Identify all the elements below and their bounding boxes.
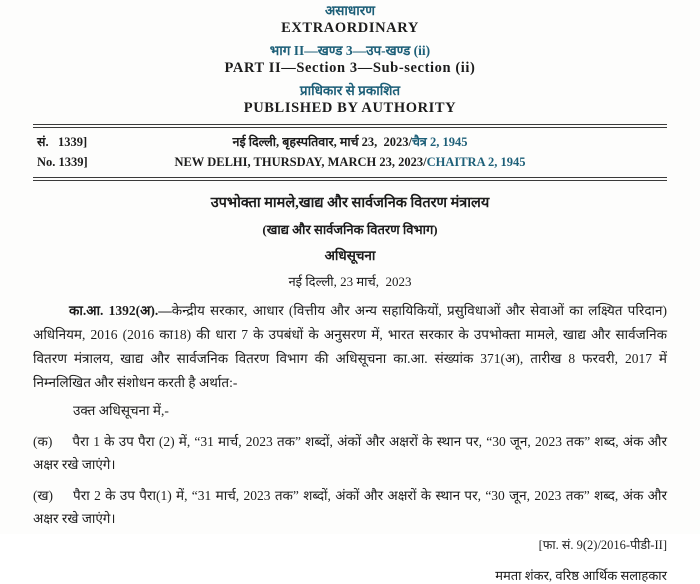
issue-date-english-saka: CHAITRA 2, 1945 — [426, 155, 526, 169]
masthead-part-english: PART II—Section 3—Sub-section (ii) — [224, 60, 476, 76]
issue-bar — [33, 124, 667, 181]
masthead-extraordinary-english: EXTRAORDINARY — [281, 20, 419, 36]
signatory-name: ममता शंकर, वरिष्ठ आर्थिक सलाहकार — [495, 568, 667, 583]
issue-date-english — [153, 152, 547, 172]
issue-number-hindi: सं. 1339] — [37, 135, 88, 149]
masthead-authority-group — [33, 83, 667, 117]
masthead-part-hindi: भाग II—खण्ड 3—उप-खण्ड (ii) — [269, 43, 431, 58]
issue-date-hindi-main: नई दिल्ली, बृहस्पतिवार, मार्च 23, 2023/ — [232, 135, 412, 149]
department-subtitle: (खाद्य और सार्वजनिक वितरण विभाग) — [262, 222, 438, 237]
item-label: (क) — [33, 434, 53, 449]
issue-number-block — [33, 132, 153, 172]
item-label: (ख) — [33, 488, 54, 503]
masthead-part-group — [33, 43, 667, 77]
item-text: पैरा 1 के उप पैरा (2) में, “31 मार्च, 2023 तक” शब्दों, अंकों और अक्षरों के स्थान पर, “30 जून, 2023 तक” शब्द, अंक और अक्षर रखे जाएंगे। — [33, 434, 667, 472]
masthead-authority-hindi: प्राधिकार से प्रकाशित — [299, 83, 401, 98]
masthead-authority-english: PUBLISHED BY AUTHORITY — [243, 100, 457, 116]
notification-paragraph — [33, 299, 667, 395]
issue-date-hindi-saka: चैत्र 2, 1945 — [411, 135, 468, 149]
ministry-title: उपभोक्ता मामले,खाद्य और सार्वजनिक वितरण मंत्रालय — [210, 195, 490, 211]
amendment-item-ka — [33, 430, 667, 476]
notification-heading: अधिसूचना — [324, 248, 376, 263]
issue-date-block — [153, 132, 547, 172]
masthead-extraordinary-hindi: असाधारण — [324, 3, 376, 18]
amendment-item-kha — [33, 484, 667, 530]
notification-paragraph-text: केन्द्रीय सरकार, आधार (वित्तीय और अन्य सहायिकियों, प्रसुविधाओं और सेवाओं का लक्ष्यित परिदान) अधिनियम, 2016 (2016 का18) की धारा 7 के उपबंधों के अनुसरण में, भारत सरकार के उपभोक्ता मामले, खाद्य और सार्वजनिक वितरण मंत्रालय, खाद्य और सार्वजनिक वितरण विभाग की अधिसूचना का.आ. संख्यांक 371(अ), तारीख 8 फरवरी, 2017 में निम्नलिखित और संशोधन करती है अर्थात:- — [33, 303, 668, 390]
so-number-lead: का.आ. 1392(अ).— — [69, 303, 172, 318]
place-date-line: नई दिल्ली, 23 मार्च, 2023 — [288, 274, 412, 289]
notification-body — [33, 194, 667, 584]
issue-number-english: No. 1339] — [37, 155, 88, 169]
issue-date-english-main: NEW DELHI, THURSDAY, MARCH 23, 2023/ — [174, 155, 427, 169]
item-text: पैरा 2 के उप पैरा(1) में, “31 मार्च, 2023 तक” शब्दों, अंकों और अक्षरों के स्थान पर, “30 जून, 2023 तक” शब्द, अंक और अक्षर रखे जाएंगे। — [33, 488, 667, 526]
file-number: [फा. सं. 9(2)/2016-पीडी-II] — [538, 538, 667, 552]
issue-date-hindi — [153, 132, 547, 152]
masthead — [33, 3, 667, 117]
amendment-intro: उक्त अधिसूचना में,- — [73, 403, 169, 418]
